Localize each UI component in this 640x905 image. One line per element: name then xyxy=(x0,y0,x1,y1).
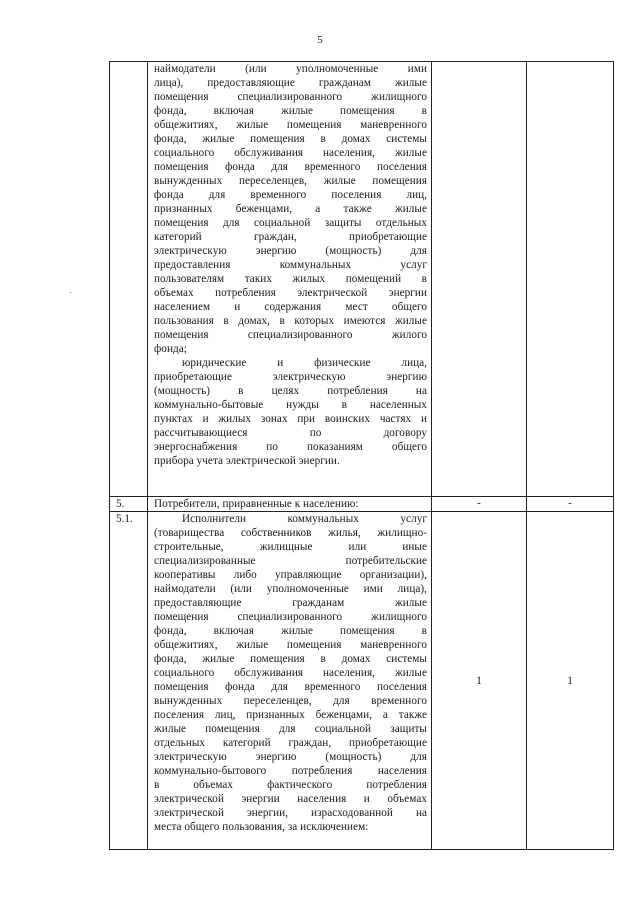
text-line: населением и содержания мест общего xyxy=(154,301,427,313)
text-line: общежитиях, жилые помещения маневренного xyxy=(154,639,427,651)
tariff-table xyxy=(109,61,614,850)
text-line: фонда для временного поселения лиц, xyxy=(154,189,427,201)
value-cell-b: - xyxy=(527,497,614,512)
text-line: фонда, включая жилые помещения в xyxy=(154,625,427,637)
text-line: специализированные потребительские xyxy=(154,555,427,567)
text-line: пунктах и жилых зонах при воинских частях и xyxy=(154,413,427,425)
row-description xyxy=(148,62,432,497)
value-cell-a: - xyxy=(432,497,527,512)
row-description xyxy=(148,497,432,512)
text-line: кооперативы либо управляющие организации), xyxy=(154,569,427,581)
text-line: энергоснабжения по показаниям общего xyxy=(154,441,427,453)
text-line: объемах потребления электрической энергии xyxy=(154,287,427,299)
text-line: коммунально-бытового потребления населения xyxy=(154,765,427,777)
text-line: помещения специализированного жилищного xyxy=(154,91,427,103)
text-line: общежитиях, жилые помещения маневренного xyxy=(154,119,427,131)
text-line: отдельных категорий граждан, приобретающие xyxy=(154,737,427,749)
value-cell-a xyxy=(432,62,527,497)
value-cell-a: 1 xyxy=(432,512,527,850)
text-line: помещения специализированного жилищного xyxy=(154,611,427,623)
text-line: юридические и физические лица, xyxy=(182,357,427,369)
text-line: вынужденных переселенцев, для временного xyxy=(154,695,427,707)
text-line: места общего пользования, за исключением: xyxy=(154,821,369,833)
text-line: (мощность) в целях потребления на xyxy=(154,385,427,397)
text-line: электрической энергии, израсходованной на xyxy=(154,807,427,819)
text-line: категорий граждан, приобретающие xyxy=(154,231,427,243)
text-line: прибора учета электрической энергии. xyxy=(154,455,340,467)
text-line: (товарищества собственников жилья, жилищно- xyxy=(154,527,427,539)
text-line: помещения фонда для временного поселения xyxy=(154,681,427,693)
text-line: предоставляющие гражданам жилые xyxy=(154,597,427,609)
text-line: признанных беженцами, а также жилые xyxy=(154,203,427,215)
text-line: помещения для социальной защиты отдельных xyxy=(154,217,427,229)
text-line: лица), предоставляющие гражданам жилые xyxy=(154,77,427,89)
text-line: поселения лиц, признанных беженцами, а также xyxy=(154,709,427,721)
table-row xyxy=(110,512,614,850)
row-number: 5. xyxy=(110,497,148,512)
text-line: фонда, включая жилые помещения в xyxy=(154,105,427,117)
text-line: коммунально-бытовые нужды в населенных xyxy=(154,399,427,411)
table-row xyxy=(110,497,614,512)
text-line: электрическую энергию (мощность) для xyxy=(154,751,427,763)
text-line: наймодатели (или уполномоченные ими лица), xyxy=(154,583,427,595)
text-line: наймодатели (или уполномоченные ими xyxy=(154,63,427,75)
table-row xyxy=(110,62,614,497)
row-number xyxy=(110,62,148,497)
text-line: приобретающие электрическую энергию xyxy=(154,371,427,383)
text-line: жилые помещения для социальной защиты xyxy=(154,723,427,735)
text-line: помещения специализированного жилого xyxy=(154,329,427,341)
text-line: предоставления коммунальных услуг xyxy=(154,259,427,271)
row-number: 5.1. xyxy=(110,512,148,850)
text-line: пользования в домах, в которых имеются жилые xyxy=(154,315,427,327)
text-line: электрическую энергию (мощность) для xyxy=(154,245,427,257)
text-line: в объемах фактического потребления xyxy=(154,779,427,791)
text-line: электрической энергии населения и объемах xyxy=(154,793,427,805)
text-line: фонда, жилые помещения в домах системы xyxy=(154,653,427,665)
text-line: помещения фонда для временного поселения xyxy=(154,161,427,173)
text-line: Потребители, приравненные к населению: xyxy=(154,498,359,510)
text-line: фонда, жилые помещения в домах системы xyxy=(154,133,427,145)
value-cell-b xyxy=(527,62,614,497)
text-line: Исполнители коммунальных услуг xyxy=(182,513,427,525)
page-number: 5 xyxy=(317,34,323,46)
row-description xyxy=(148,512,432,850)
text-line: рассчитывающиеся по договору xyxy=(154,427,427,439)
scan-speck xyxy=(70,292,71,293)
text-line: социального обслуживания населения, жилые xyxy=(154,147,427,159)
text-line: социального обслуживания населения, жилые xyxy=(154,667,427,679)
text-line: вынужденных переселенцев, жилые помещения xyxy=(154,175,427,187)
text-line: фонда; xyxy=(154,343,187,355)
text-line: строительные, жилищные или иные xyxy=(154,541,427,553)
value-cell-b: 1 xyxy=(527,512,614,850)
text-line: пользователям таких жилых помещений в xyxy=(154,273,427,285)
